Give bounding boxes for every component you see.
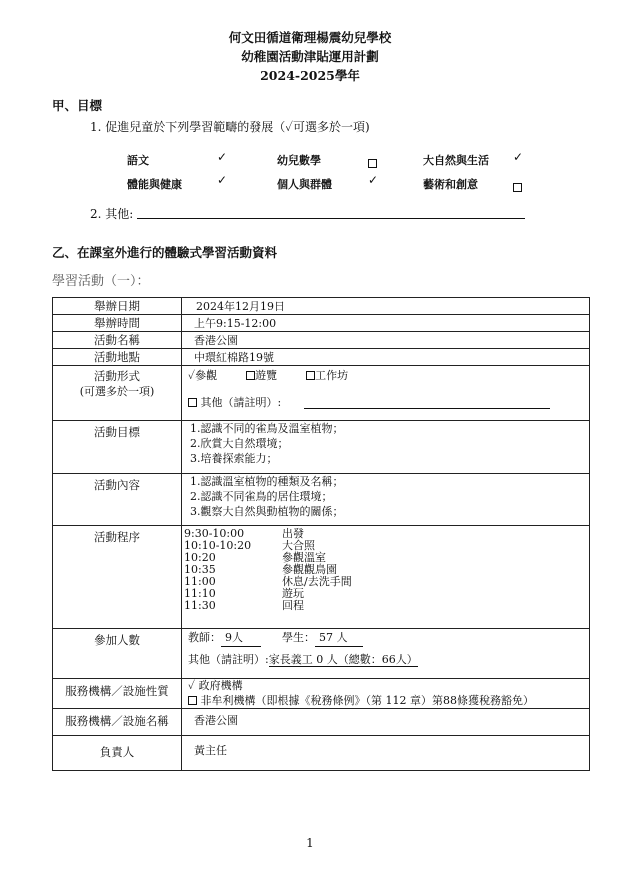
plan-title: 幼稚園活動津貼運用計劃	[241, 49, 379, 64]
objective-item-2: 2. 其他:	[90, 207, 134, 221]
name-value: 香港公園	[182, 332, 590, 349]
program-time: 9:30-10:00	[184, 527, 245, 540]
person-label: 負責人	[53, 736, 182, 771]
place-value: 中環紅棉路19號	[182, 349, 590, 366]
list-item: 1.認識不同的雀鳥及溫室植物；	[190, 422, 344, 435]
students-label: 學生：	[282, 631, 315, 644]
program-item: 回程	[282, 599, 304, 612]
org-name-label: 服務機構／設施名稱	[53, 709, 182, 736]
table-row	[53, 298, 590, 315]
org-type-option: 政府機構	[198, 679, 243, 692]
form-other-checkbox[interactable]	[188, 398, 197, 407]
program-time: 10:20	[184, 551, 216, 564]
area-label: 藝術和創意	[423, 178, 478, 191]
form-checkbox[interactable]	[306, 371, 315, 380]
area-checkbox[interactable]	[368, 159, 377, 168]
table-row	[53, 526, 590, 629]
program-item: 大合照	[282, 539, 315, 552]
form-option: 工作坊	[315, 369, 349, 382]
program-item: 休息/去洗手間	[282, 575, 352, 588]
program-row	[184, 540, 589, 552]
program-time: 10:35	[184, 563, 216, 576]
form-checkbox[interactable]	[246, 371, 255, 380]
objective-label: 活動目標	[53, 421, 182, 474]
area-checkmark: ✓	[217, 150, 228, 164]
area-checkmark: ✓	[513, 150, 524, 164]
form-sublabel: (可選多於一項)	[79, 385, 155, 398]
other-objective-line[interactable]	[137, 218, 525, 219]
checkmark-icon[interactable]: ✓	[188, 679, 196, 692]
area-checkmark: ✓	[217, 173, 228, 187]
list-item: 2.認識不同雀鳥的居住環境；	[190, 490, 333, 503]
form-label: 活動形式	[94, 369, 140, 383]
list-item: 2.欣賞大自然環境；	[190, 437, 289, 450]
content-list	[182, 474, 590, 526]
program-row	[184, 576, 589, 588]
table-row	[53, 421, 590, 474]
others-label: 其他（請註明）:	[188, 653, 269, 666]
teachers-label: 教師：	[188, 631, 221, 644]
program-item: 參觀溫室	[282, 551, 326, 564]
area-label: 幼兒數學	[277, 154, 321, 167]
table-row	[53, 736, 590, 771]
org-type-cell	[182, 679, 590, 709]
table-row	[53, 709, 590, 736]
students-count[interactable]: 57 人	[315, 630, 363, 647]
others-value[interactable]: 家長義工 0 人（總數：66人）	[268, 653, 418, 666]
table-row	[53, 679, 590, 709]
school-year: 2024-2025學年	[260, 68, 360, 83]
name-label: 活動名稱	[53, 332, 182, 349]
program-list	[182, 526, 590, 629]
time-value: 上午9:15-12:00	[182, 315, 590, 332]
content-label: 活動內容	[53, 474, 182, 526]
date-label: 舉辦日期	[53, 298, 182, 315]
program-time: 11:10	[184, 587, 216, 600]
area-checkbox[interactable]	[513, 183, 522, 192]
program-row	[184, 552, 589, 564]
list-item: 1.認識溫室植物的種類及名稱；	[190, 475, 344, 488]
org-name-value: 香港公園	[182, 709, 590, 736]
participants-label: 參加人數	[53, 629, 182, 679]
activity-title: 學習活動（一）：	[52, 274, 150, 289]
form-label-cell	[53, 366, 182, 421]
table-row	[53, 332, 590, 349]
org-type-option: 非牟利機構（即根據《稅務條例》（第 112 章）第88條獲稅務豁免）	[200, 694, 534, 707]
org-type-label: 服務機構／設施性質	[53, 679, 182, 709]
table-row	[53, 315, 590, 332]
time-label: 舉辦時間	[53, 315, 182, 332]
form-option: 參觀	[195, 369, 218, 382]
form-option: 遊覽	[255, 369, 278, 382]
table-row	[53, 349, 590, 366]
list-item: 3.培養探索能力；	[190, 452, 278, 465]
area-label: 體能與健康	[127, 178, 182, 191]
form-other-line[interactable]	[304, 408, 550, 409]
section-b-heading: 乙、在課室外進行的體驗式學習活動資料	[52, 245, 278, 260]
program-row	[184, 588, 589, 600]
program-row	[184, 600, 589, 612]
person-value: 黃主任	[182, 736, 590, 771]
form-value-cell	[182, 366, 590, 421]
area-label: 語文	[127, 154, 149, 167]
area-label: 個人與群體	[277, 178, 332, 191]
objective-item-1-text: 1. 促進兒童於下列學習範疇的發展（	[90, 120, 286, 134]
objective-list	[182, 421, 590, 474]
table-row	[53, 474, 590, 526]
area-label: 大自然與生活	[423, 154, 489, 167]
list-item: 3.觀察大自然與動植物的關係；	[190, 505, 344, 518]
org-type-checkbox[interactable]	[188, 696, 197, 705]
program-label: 活動程序	[53, 526, 182, 629]
objective-item-1-end: 可選多於一項)	[293, 120, 370, 134]
table-row	[53, 366, 590, 421]
form-other-label: 其他（請註明）:	[200, 396, 282, 409]
program-item: 出發	[282, 527, 304, 540]
school-name: 何文田循道衛理楊震幼兒學校	[228, 30, 392, 45]
activity-table	[52, 297, 590, 771]
place-label: 活動地點	[53, 349, 182, 366]
checkmark-icon[interactable]: ✓	[188, 369, 196, 382]
participants-cell	[182, 629, 590, 679]
page-number: 1	[306, 836, 314, 850]
date-value: 2024年12月19日	[182, 298, 590, 315]
program-time: 10:10-10:20	[184, 539, 252, 552]
program-item: 遊玩	[282, 587, 304, 600]
area-checkmark: ✓	[368, 173, 379, 187]
program-row	[184, 564, 589, 576]
section-a-heading: 甲、目標	[52, 98, 103, 113]
program-item: 參觀觀鳥園	[282, 563, 337, 576]
objective-item-1	[90, 118, 370, 135]
table-row	[53, 629, 590, 679]
tick-icon: ✓	[285, 120, 294, 134]
teachers-count[interactable]: 9人	[221, 630, 261, 647]
program-time: 11:00	[184, 575, 216, 588]
program-time: 11:30	[184, 599, 216, 612]
